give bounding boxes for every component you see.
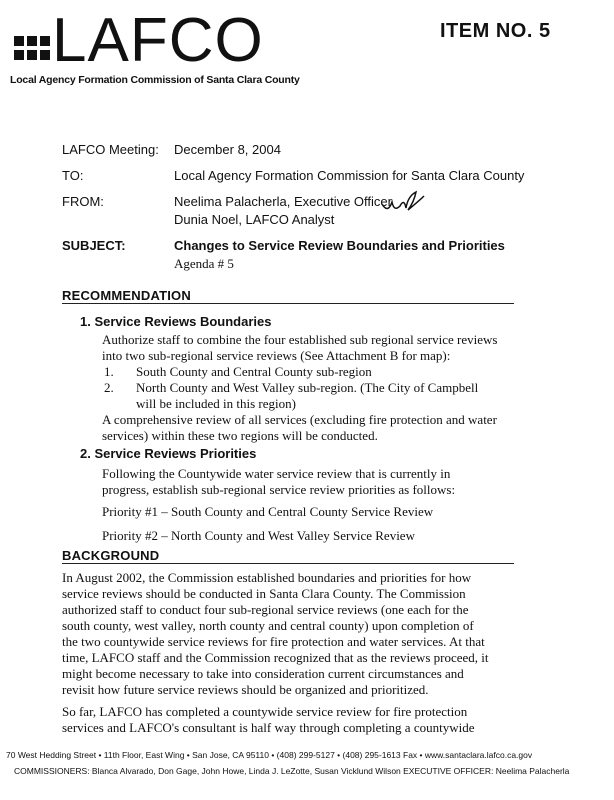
background-p2-line-1: So far, LAFCO has completed a countywide service review for fire protection (62, 704, 468, 719)
priority-2-label: Priority #2 (102, 528, 158, 543)
priority-1-text: – South County and Central County Service Review (157, 504, 434, 519)
recommendation-heading: RECOMMENDATION (62, 288, 191, 303)
item1-line-4: services) within these two regions will be conducted. (102, 428, 378, 443)
item1-line-3: A comprehensive review of all services (excluding fire protection and water (102, 412, 497, 427)
item2-line-1: Following the Countywide water service review that is currently in (102, 466, 451, 481)
background-p1-line-8: revisit how future service reviews should be organized and prioritized. (62, 682, 429, 697)
sub-item-2-number: 2. (104, 380, 114, 395)
background-heading: BACKGROUND (62, 548, 160, 563)
from-line-2: Dunia Noel, LAFCO Analyst (174, 212, 335, 227)
subject-value: Changes to Service Review Boundaries and Priorities (174, 238, 505, 253)
footer-address-line: 70 West Hedding Street • 11th Floor, East Wing • San Jose, CA 95110 • (408) 299-5127 • (408) 295-1613 Fax • www.santaclara.lafco.ca.gov (6, 750, 533, 760)
recommendation-rule (62, 303, 514, 304)
initials-signature (380, 188, 430, 218)
background-p1-line-1: In August 2002, the Commission established boundaries and priorities for how (62, 570, 472, 585)
item1-line-1: Authorize staff to combine the four established sub regional service reviews (102, 332, 498, 347)
sub-item-2-line-1: North County and West Valley sub-region. (The City of Campbell (136, 380, 479, 395)
background-p1-line-6: time, LAFCO staff and the Commission recognized that as the reviews proceed, it (62, 650, 489, 665)
to-value: Local Agency Formation Commission for Santa Clara County (174, 168, 525, 183)
background-p2-line-2: services and LAFCO's consultant is half way through completing a countywide (62, 720, 475, 735)
item1-line-2: into two sub-regional service reviews (See Attachment B for map): (102, 348, 451, 363)
item2-title: 2. Service Reviews Priorities (80, 446, 257, 461)
from-label: FROM: (62, 194, 104, 209)
sub-item-1-number: 1. (104, 364, 114, 379)
item2-line-2: progress, establish sub-regional service review priorities as follows: (102, 482, 456, 497)
item-number: ITEM NO. 5 (440, 20, 551, 42)
background-p1-line-4: south county, west valley, north county and central county) upon completion of (62, 618, 474, 633)
background-p1-line-2: service reviews should be conducted in Santa Clara County. The Commission (62, 586, 466, 601)
subject-label: SUBJECT: (62, 238, 126, 253)
sub-item-2-line-2: will be included in this region) (136, 396, 296, 411)
priority-2 (102, 528, 415, 544)
background-p1-line-3: authorized staff to conduct four sub-regional service reviews (one each for the (62, 602, 469, 617)
meeting-label: LAFCO Meeting: (62, 142, 159, 157)
background-rule (62, 563, 514, 564)
sub-item-1-text: South County and Central County sub-region (136, 364, 372, 379)
to-label: TO: (62, 168, 84, 183)
background-p1-line-5: the two countywide service reviews for fire protection and water services. At that (62, 634, 485, 649)
priority-1-label: Priority #1 (102, 504, 158, 519)
from-line-1: Neelima Palacherla, Executive Officer (174, 194, 392, 209)
org-name: Local Agency Formation Commission of Santa Clara County (10, 74, 300, 86)
lafco-logo-text: LAFCO (52, 6, 264, 75)
background-p1-line-7: might become necessary to take into consideration current circumstances and (62, 666, 464, 681)
meeting-value: December 8, 2004 (174, 142, 281, 157)
footer-commissioners-line: COMMISSIONERS: Blanca Alvarado, Don Gage, John Howe, Linda J. LeZotte, Susan Vicklund Wilson EXECUTIVE OFFICER: Neelima Palacherla (14, 766, 570, 776)
priority-1 (102, 504, 433, 520)
item1-title: 1. Service Reviews Boundaries (80, 314, 272, 329)
priority-2-text: – North County and West Valley Service Review (157, 528, 415, 543)
lafco-logo-squares (14, 30, 50, 70)
subject-agenda: Agenda # 5 (174, 256, 234, 271)
